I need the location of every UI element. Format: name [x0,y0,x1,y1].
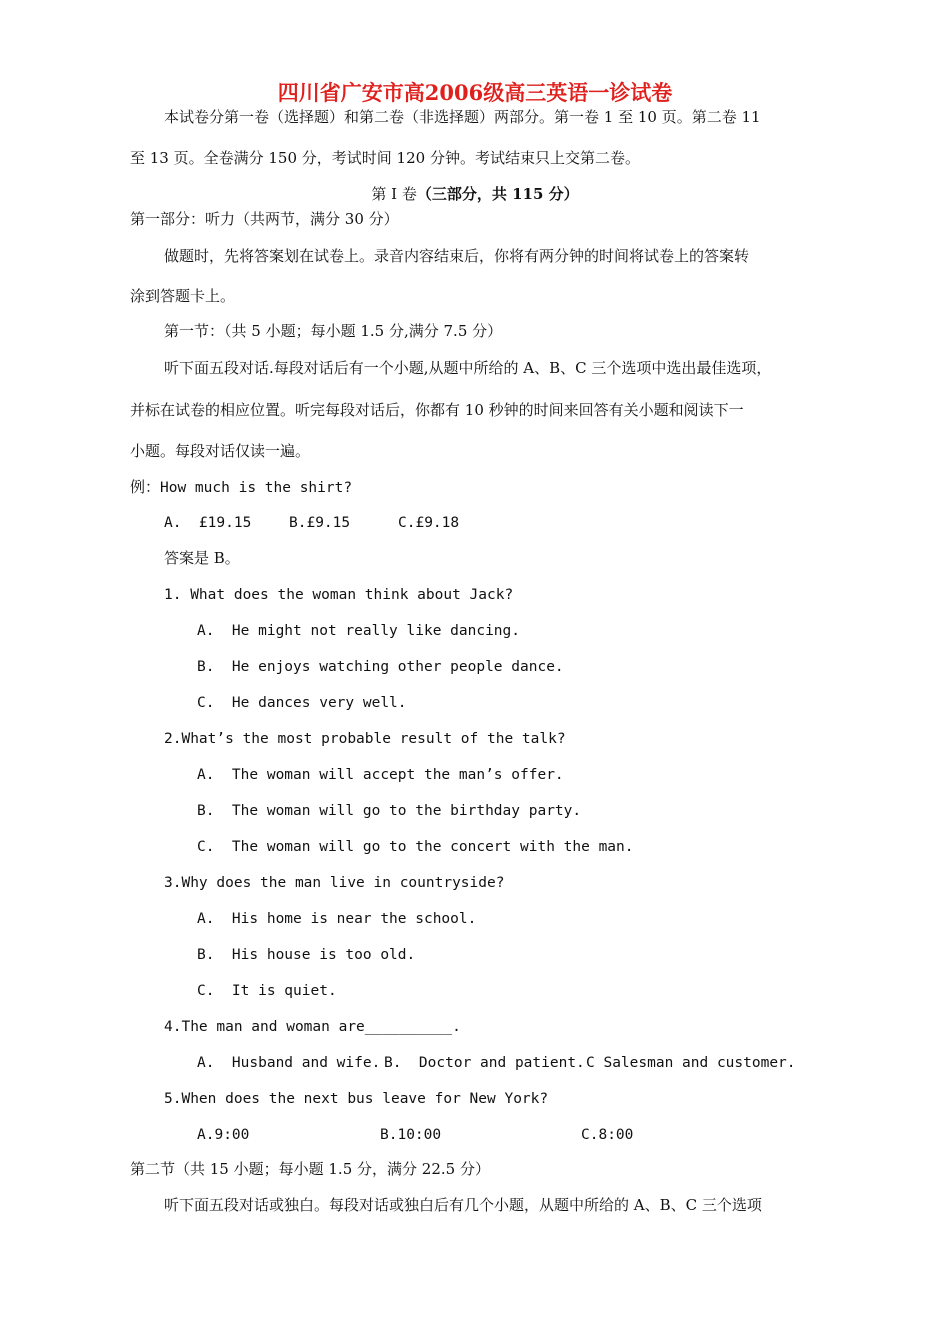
volume1-bold: （三部分，共 115 分） [416,185,579,203]
intro-line-1: 本试卷分第一卷（选择题）和第二卷（非选择题）两部分。第一卷 1 至 10 页。第二卷 11 [164,108,761,126]
example-answer: 答案是 B。 [164,549,240,567]
section1-instruction-1: 听下面五段对话.每段对话后有一个小题,从题中所给的 A、B、C 三个选项中选出最佳选项， [164,359,772,377]
question-4: 4.The man and woman are__________. [164,1019,461,1035]
question-5-option-c: C.8:00 [581,1127,634,1143]
question-2-option-a: A. The woman will accept the man’s offer. [197,767,564,783]
section1-instruction-2: 并标在试卷的相应位置。听完每段对话后，你都有 10 秒钟的时间来回答有关小题和阅读下一 [130,401,744,419]
question-5: 5.When does the next bus leave for New York? [164,1091,549,1107]
question-1-option-c: C. He dances very well. [197,695,407,711]
example-option-c: C.£9.18 [398,515,460,531]
question-2: 2.What’s the most probable result of the talk? [164,731,566,747]
section1-instruction-3: 小题。每段对话仅读一遍。 [130,442,311,460]
question-1: 1. What does the woman think about Jack? [164,587,514,603]
volume1-heading [0,184,950,204]
question-4-option-b: B. Doctor and patient. [384,1055,585,1071]
example-question: How much is the shirt? [160,480,353,496]
volume1-prefix: 第 I 卷 [371,185,417,203]
question-1-option-a: A. He might not really like dancing. [197,623,521,639]
question-3-option-a: A. His home is near the school. [197,911,477,927]
section1-heading: 第一节：（共 5 小题；每小题 1.5 分,满分 7.5 分） [164,322,503,340]
question-3-option-b: B. His house is too old. [197,947,416,963]
question-2-option-c: C. The woman will go to the concert with the man. [197,839,634,855]
example-line [130,477,352,498]
question-2-option-b: B. The woman will go to the birthday party. [197,803,582,819]
part1-instruction-1: 做题时，先将答案划在试卷上。录音内容结束后，你将有两分钟的时间将试卷上的答案转 [164,247,750,265]
part1-instruction-2: 涂到答题卡上。 [130,287,236,305]
part1-heading: 第一部分：听力（共两节，满分 30 分） [130,210,399,228]
exam-title: 四川省广安市高2006级高三英语一诊试卷 [277,80,673,105]
example-label: 例： [130,478,161,496]
question-3: 3.Why does the man live in countryside? [164,875,505,891]
example-option-a: A. £19.15 [164,515,252,531]
question-4-option-c: C Salesman and customer. [586,1055,796,1071]
intro-line-2: 至 13 页。全卷满分 150 分，考试时间 120 分钟。考试结束只上交第二卷。 [130,149,640,167]
section2-instruction-1: 听下面五段对话或独白。每段对话或独白后有几个小题，从题中所给的 A、B、C 三个选项 [164,1196,762,1214]
question-4-option-a: A. Husband and wife. [197,1055,381,1071]
question-1-option-b: B. He enjoys watching other people dance. [197,659,564,675]
question-5-option-a: A.9:00 [197,1127,250,1143]
example-option-b: B.£9.15 [289,515,351,531]
question-5-option-b: B.10:00 [380,1127,442,1143]
question-3-option-c: C. It is quiet. [197,983,337,999]
section2-heading: 第二节（共 15 小题；每小题 1.5 分，满分 22.5 分） [130,1160,490,1178]
